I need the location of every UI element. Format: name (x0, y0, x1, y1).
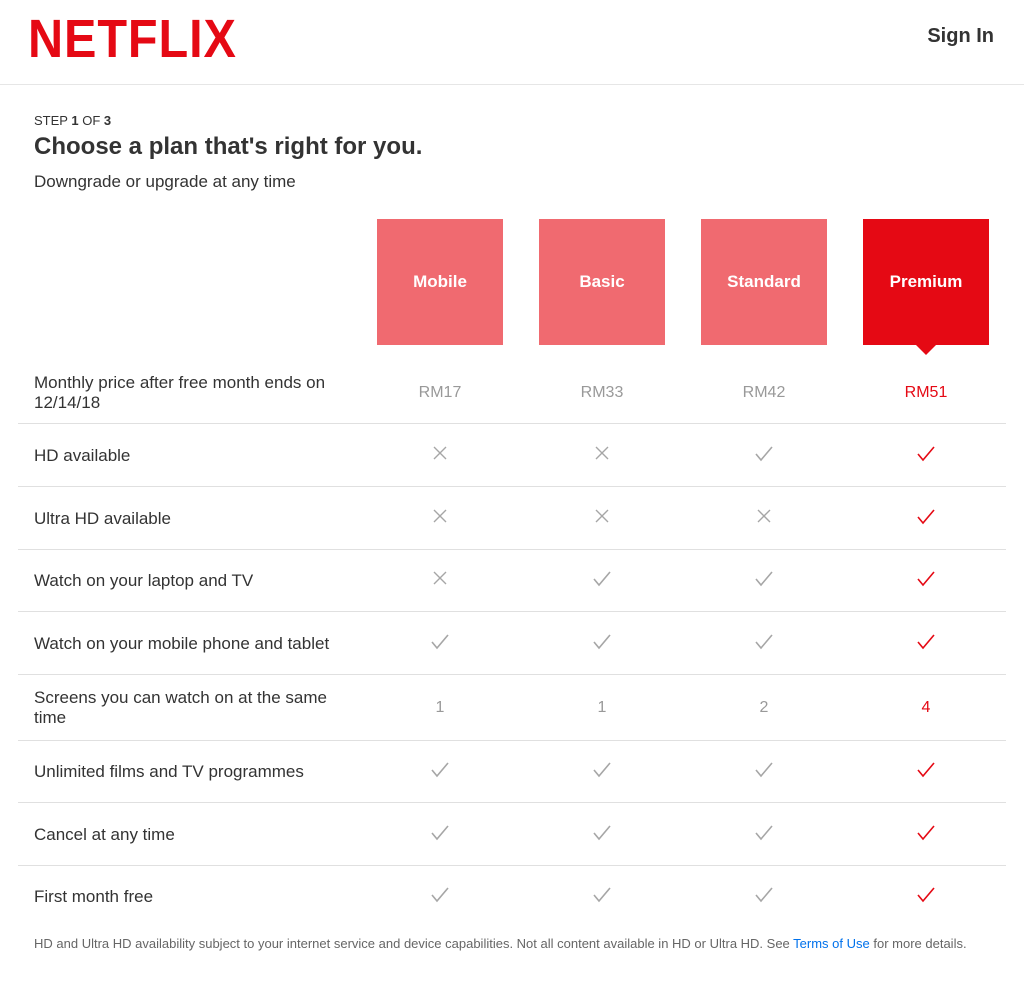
terms-of-use-link[interactable]: Terms of Use (793, 936, 870, 951)
check-icon (701, 886, 827, 909)
check-icon (539, 824, 665, 847)
cross-icon (377, 570, 503, 591)
cell-value: 2 (759, 699, 769, 716)
row-label: Cancel at any time (34, 824, 175, 844)
check-icon (539, 886, 665, 909)
check-icon (377, 633, 503, 656)
row-label: Screens you can watch on at the same time (34, 688, 327, 727)
netflix-logo[interactable]: NETFLIX (28, 9, 237, 69)
row-label: Unlimited films and TV programmes (34, 762, 304, 781)
cell-value: 4 (921, 699, 931, 716)
table-row (18, 865, 1006, 927)
plan-premium-button[interactable]: Premium (863, 219, 989, 345)
footnote-text-end: for more details. (869, 936, 967, 951)
step-total: 3 (103, 113, 112, 128)
check-icon (377, 824, 503, 847)
check-icon (539, 761, 665, 784)
cell-value: RM33 (580, 384, 624, 401)
page-title: Choose a plan that's right for you. (34, 133, 423, 160)
cell-value: 1 (597, 699, 607, 716)
table-row (18, 549, 1006, 611)
cross-icon (377, 445, 503, 466)
plan-basic-button[interactable]: Basic (539, 219, 665, 345)
row-label: Monthly price after free month ends on 12/14/18 (34, 373, 326, 412)
step-of: OF (82, 113, 101, 128)
check-icon (539, 570, 665, 593)
check-icon (863, 508, 989, 531)
table-row (18, 423, 1006, 486)
check-icon (863, 570, 989, 593)
cross-icon (377, 508, 503, 529)
check-icon (377, 761, 503, 784)
cell-value: RM51 (904, 384, 948, 401)
step-current: 1 (71, 113, 79, 128)
check-icon (701, 761, 827, 784)
header (0, 0, 1024, 85)
footnote (34, 936, 994, 952)
table-row (18, 363, 1006, 423)
check-icon (539, 633, 665, 656)
table-row (18, 674, 1006, 740)
cross-icon (539, 508, 665, 529)
check-icon (701, 570, 827, 593)
row-label: Watch on your laptop and TV (34, 571, 254, 590)
step-indicator (34, 113, 111, 128)
check-icon (377, 886, 503, 909)
table-row (18, 740, 1006, 802)
table-row (18, 802, 1006, 865)
check-icon (863, 886, 989, 909)
check-icon (863, 824, 989, 847)
table-row (18, 486, 1006, 549)
cross-icon (539, 445, 665, 466)
footnote-text: HD and Ultra HD availability subject to your internet service and device capabilities. Not all content available in HD or Ultra HD. See (34, 936, 794, 951)
row-label: HD available (34, 445, 131, 465)
cell-value: RM42 (742, 384, 786, 401)
cross-icon (701, 508, 827, 529)
table-row (18, 611, 1006, 674)
row-label: Ultra HD available (34, 508, 171, 528)
step-prefix: STEP (34, 113, 68, 128)
check-icon (701, 824, 827, 847)
row-label: Watch on your mobile phone and tablet (34, 633, 330, 653)
check-icon (863, 445, 989, 468)
cell-value: RM17 (418, 384, 462, 401)
check-icon (701, 633, 827, 656)
row-label: First month free (34, 887, 154, 906)
check-icon (863, 761, 989, 784)
plan-standard-button[interactable]: Standard (701, 219, 827, 345)
cell-value: 1 (435, 699, 445, 716)
page-subtitle: Downgrade or upgrade at any time (34, 172, 296, 191)
sign-in-link[interactable]: Sign In (927, 25, 994, 47)
plan-mobile-button[interactable]: Mobile (377, 219, 503, 345)
check-icon (863, 633, 989, 656)
check-icon (701, 445, 827, 468)
